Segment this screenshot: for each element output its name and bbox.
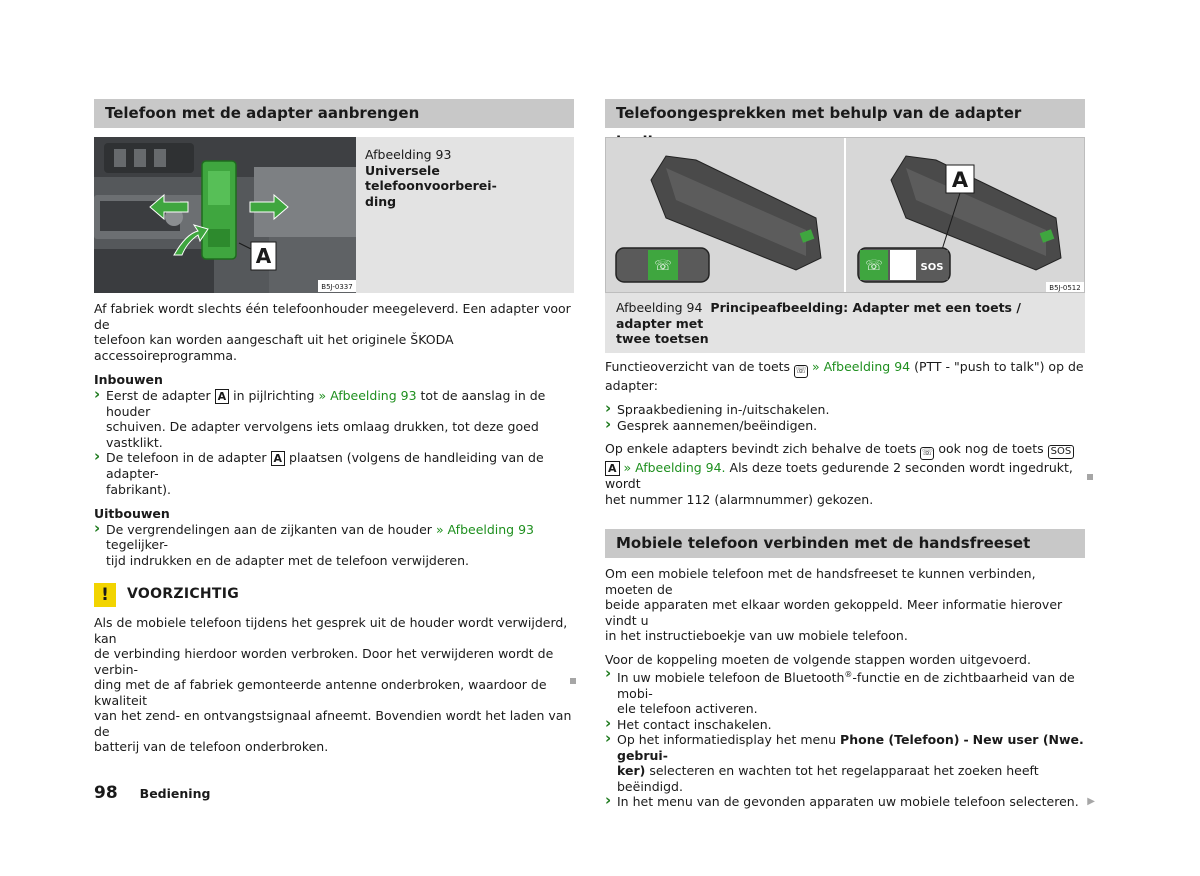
install-step-1: › Eerst de adapter A in pijlrichting » Afbeelding 93 tot de aanslag in de houder schuiven. De adapter vervolgens iets omlaag drukken, tot deze goed vastklikt.: [94, 388, 574, 451]
pair-step-2: › Het contact inschakelen.: [605, 717, 1085, 733]
figure-94: [605, 137, 1085, 293]
figure-93-code: B5J-0337: [321, 283, 353, 291]
pair-step-3: › Op het informatiedisplay het menu Phone (Telefoon) - New user (Nwe. gebrui- ker) selecteren en wachten tot het regelapparaat het zoeken heeft beëindigd.: [605, 732, 1085, 794]
figure-93-image: [94, 137, 356, 293]
intro-line: Af fabriek wordt slechts één telefoonhouder meegeleverd. Een adapter voor de: [94, 301, 571, 332]
continue-arrow-icon: ▶: [1087, 796, 1095, 808]
dashboard-phone-holder-illustration: [94, 137, 356, 293]
warning-icon: !: [94, 583, 116, 607]
extra-adapters-paragraph: Op enkele adapters bevindt zich behalve de toets ☏ ook nog de toets SOS A » Afbeelding 94. Als deze toets gedurende 2 seconden wordt ingedrukt, wordt het nummer 112 (alarmnummer) gekozen.: [605, 441, 1085, 507]
figure-94-number: Afbeelding 94: [616, 300, 703, 315]
section-end-marker: [1087, 474, 1093, 480]
ptt-key-icon: ☏: [921, 448, 934, 458]
figure-93-link[interactable]: » Afbeelding 93: [435, 521, 534, 537]
function-item: › Gesprek aannemen/beëindigen.: [605, 418, 1085, 434]
warning-text: Als de mobiele telefoon tijdens het gesprek uit de houder wordt verwijderd, kan de verbinding hierdoor worden verbroken. Door het verwijderen wordt de verbin- ding met de af fabriek gemonteerde antenne onderbroken, waardoor de kwaliteit van het zend- en ontvangstsignaal afneemt. Bovendien wordt het laden van de batterij van de telefoon onderbroken.: [94, 615, 574, 755]
warning-label: VOORZICHTIG: [127, 586, 240, 603]
install-heading: Inbouwen: [94, 372, 163, 387]
menu-phone: Phone (Telefoon): [840, 732, 960, 748]
right-column: [605, 99, 1095, 810]
install-step-2: › De telefoon in de adapter A plaatsen (volgens de handleiding van de adapter- fabrikant).: [94, 450, 574, 497]
section-end-marker: [570, 678, 576, 684]
figure-93-link[interactable]: » Afbeelding 93: [318, 387, 417, 403]
intro-paragraph: [94, 301, 574, 363]
ptt-icon: ☏: [654, 258, 672, 274]
warning-header: [94, 583, 574, 607]
figure-94-title: Principeafbeelding: Adapter met een toets / adapter met: [616, 300, 1021, 331]
figure-93-number: Afbeelding 93: [365, 147, 452, 162]
connect-paragraph: Om een mobiele telefoon met de handsfreeset te kunnen verbinden, moeten de beide apparaten met elkaar worden gekoppeld. Meer informatie hierover vindt u in het instructieboekje van uw mobiele telefoon.: [605, 566, 1063, 643]
section-name: Bediening: [139, 786, 211, 801]
sos-button-label: SOS: [920, 262, 944, 273]
remove-heading: Uitbouwen: [94, 506, 170, 521]
section-heading-adapter-operate: Telefoongesprekken met behulp van de adapter: [605, 99, 1085, 128]
sos-key-icon: SOS: [1048, 445, 1075, 459]
ref-a-marker: A: [605, 461, 620, 476]
pair-step-1: › In uw mobiele telefoon de Bluetooth®-functie en de zichtbaarheid van de mobi- ele telefoon activeren.: [605, 667, 1085, 717]
steps-intro: Voor de koppeling moeten de volgende stappen worden uitgevoerd.: [605, 651, 1031, 667]
function-list: [605, 402, 1085, 433]
page-number: 98: [94, 783, 118, 803]
figure-94-label: A: [951, 168, 969, 192]
figure-93-caption: [356, 137, 574, 293]
ref-a-marker: A: [215, 389, 230, 404]
figure-94-link[interactable]: » Afbeelding 94: [812, 358, 911, 374]
figure-94-link[interactable]: » Afbeelding 94.: [623, 460, 726, 475]
function-item: › Spraakbediening in-/uitschakelen.: [605, 402, 1085, 418]
ptt-icon: ☏: [865, 258, 883, 274]
remove-step-1: › De vergrendelingen aan de zijkanten van de houder » Afbeelding 93 tegelijker- tijd indrukken en de adapter met de telefoon verwijderen.: [94, 522, 574, 569]
figure-93-title-line2: ding: [365, 193, 397, 209]
adapter-illustration: [606, 138, 1084, 292]
section-heading-adapter-mount: Telefoon met de adapter aanbrengen: [94, 99, 574, 128]
intro-line: telefoon kan worden aangeschaft uit het originele ŠKODA accessoireprogramma.: [94, 332, 454, 363]
figure-93-label: A: [255, 244, 272, 268]
section-heading-handsfree: Mobiele telefoon verbinden met de handsfreeset: [605, 529, 1085, 558]
figure-93: [94, 137, 574, 293]
figure-94-caption: Afbeelding 94 Principeafbeelding: Adapter met een toets / adapter met twee toetsen: [605, 293, 1085, 353]
menu-new-user: New user (Nwe. gebrui-: [617, 732, 1084, 763]
figure-94-code: B5J-0512: [1049, 284, 1081, 292]
pair-step-4: › In het menu van de gevonden apparaten uw mobiele telefoon selecteren. ▶: [605, 794, 1085, 810]
ref-a-marker: A: [271, 451, 286, 466]
ptt-key-icon: ☏: [795, 365, 807, 376]
function-overview: Functieoverzicht van de toets ☏ » Afbeelding 94 (PTT - "push to talk") op de adapter:: [605, 358, 1084, 393]
figure-93-title-line1: Universele telefoonvoorberei-: [365, 162, 497, 193]
left-column: [94, 99, 574, 755]
page-footer: [94, 783, 211, 803]
